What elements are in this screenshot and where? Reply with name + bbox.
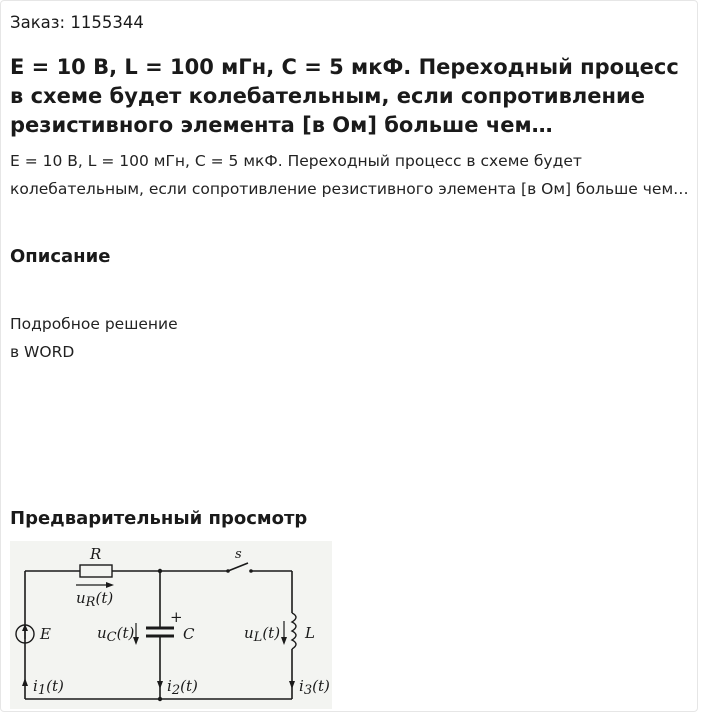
circuit-diagram — [10, 541, 332, 709]
i3-label: i3(t) — [299, 677, 330, 698]
inductor-label: L — [305, 624, 315, 642]
uc-label: uC(t) — [97, 624, 135, 645]
capacitor-label: C — [183, 625, 195, 643]
ur-label: uR(t) — [76, 589, 114, 610]
ul-label: uL(t) — [244, 624, 281, 645]
order-number: Заказ: 1155344 — [10, 13, 144, 32]
i1-label: i1(t) — [33, 677, 64, 698]
preview-image[interactable] — [10, 541, 332, 709]
resistor-label: R — [90, 545, 102, 563]
source-label: E — [40, 625, 51, 643]
i2-label: i2(t) — [167, 677, 198, 698]
capacitor-plus: + — [170, 608, 183, 626]
description-line: Подробное решение — [10, 315, 178, 333]
description-body — [10, 310, 178, 366]
page-title: E = 10 В, L = 100 мГн, C = 5 мкФ. Переходный процесс в схеме будет колебательным, если сопротивление резистивного элемента [в Ом] больше чем… — [10, 55, 679, 137]
preview-heading: Предварительный просмотр — [10, 508, 308, 529]
description-line: в WORD — [10, 343, 75, 361]
description-heading: Описание — [10, 246, 111, 267]
short-description: E = 10 В, L = 100 мГн, C = 5 мкФ. Переходный процесс в схеме будет колебательным, если сопротивление резистивного элемента [в Ом] больше чем… — [10, 152, 689, 198]
switch-label: s — [235, 547, 242, 562]
